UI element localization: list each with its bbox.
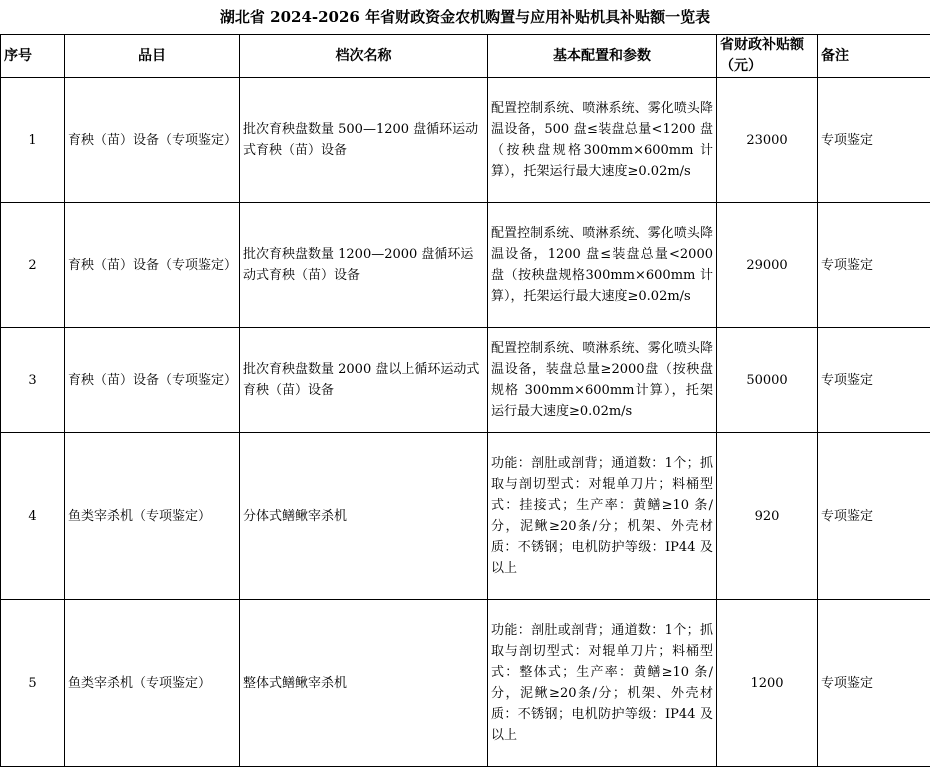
cell-spec: 配置控制系统、喷淋系统、雾化喷头降温设备，1200 盘≤装盘总量<2000 盘（按秧盘规格300mm×600mm 计算），托架运行最大速度≥0.02m/s (488, 203, 717, 328)
header-row (1, 35, 930, 78)
cell-item: 育秧（苗）设备（专项鉴定） (65, 78, 240, 203)
cell-spec: 功能：剖肚或剖背；通道数：1个；抓取与剖切型式：对辊单刀片；料桶型式：整体式；生产率：黄鳝≥10 条/分，泥鳅≥20条/分；机架、外壳材质：不锈钢；电机防护等级：IP44 及以上 (488, 600, 717, 767)
table-row (1, 328, 930, 433)
cell-seq: 5 (1, 600, 65, 767)
cell-price: 1200 (717, 600, 818, 767)
header-grade: 档次名称 (240, 35, 488, 78)
cell-item: 育秧（苗）设备（专项鉴定） (65, 203, 240, 328)
cell-grade: 批次育秧盘数量 1200—2000 盘循环运动式育秧（苗）设备 (240, 203, 488, 328)
cell-price: 23000 (717, 78, 818, 203)
header-item: 品目 (65, 35, 240, 78)
cell-price: 50000 (717, 328, 818, 433)
cell-spec: 配置控制系统、喷淋系统、雾化喷头降温设备，500 盘≤装盘总量<1200 盘（按秧盘规格300mm×600mm 计算），托架运行最大速度≥0.02m/s (488, 78, 717, 203)
table-row (1, 78, 930, 203)
table-row (1, 600, 930, 767)
cell-grade: 整体式鳝鳅宰杀机 (240, 600, 488, 767)
header-seq: 序号 (1, 35, 65, 78)
cell-note: 专项鉴定 (818, 328, 930, 433)
table-row (1, 203, 930, 328)
cell-item: 鱼类宰杀机（专项鉴定） (65, 600, 240, 767)
header-spec: 基本配置和参数 (488, 35, 717, 78)
cell-seq: 3 (1, 328, 65, 433)
cell-note: 专项鉴定 (818, 78, 930, 203)
subsidy-table (0, 34, 930, 767)
cell-grade: 分体式鳝鳅宰杀机 (240, 433, 488, 600)
cell-price: 29000 (717, 203, 818, 328)
header-note: 备注 (818, 35, 930, 78)
cell-seq: 2 (1, 203, 65, 328)
cell-item: 鱼类宰杀机（专项鉴定） (65, 433, 240, 600)
cell-note: 专项鉴定 (818, 203, 930, 328)
cell-price: 920 (717, 433, 818, 600)
cell-item: 育秧（苗）设备（专项鉴定） (65, 328, 240, 433)
cell-note: 专项鉴定 (818, 433, 930, 600)
cell-note: 专项鉴定 (818, 600, 930, 767)
table-row (1, 433, 930, 600)
cell-grade: 批次育秧盘数量 2000 盘以上循环运动式育秧（苗）设备 (240, 328, 488, 433)
page-title: 湖北省 2024-2026 年省财政资金农机购置与应用补贴机具补贴额一览表 (219, 8, 711, 26)
header-price: 省财政补贴额（元） (717, 35, 818, 78)
cell-spec: 配置控制系统、喷淋系统、雾化喷头降温设备，装盘总量≥2000盘（按秧盘规格 300mm×600mm计算），托架运行最大速度≥0.02m/s (488, 328, 717, 433)
cell-grade: 批次育秧盘数量 500—1200 盘循环运动式育秧（苗）设备 (240, 78, 488, 203)
cell-spec: 功能：剖肚或剖背；通道数：1个；抓取与剖切型式：对辊单刀片；料桶型式：挂接式；生产率：黄鳝≥10 条/分，泥鳅≥20条/分；机架、外壳材质：不锈钢；电机防护等级：IP44 及以上 (488, 433, 717, 600)
cell-seq: 1 (1, 78, 65, 203)
cell-seq: 4 (1, 433, 65, 600)
